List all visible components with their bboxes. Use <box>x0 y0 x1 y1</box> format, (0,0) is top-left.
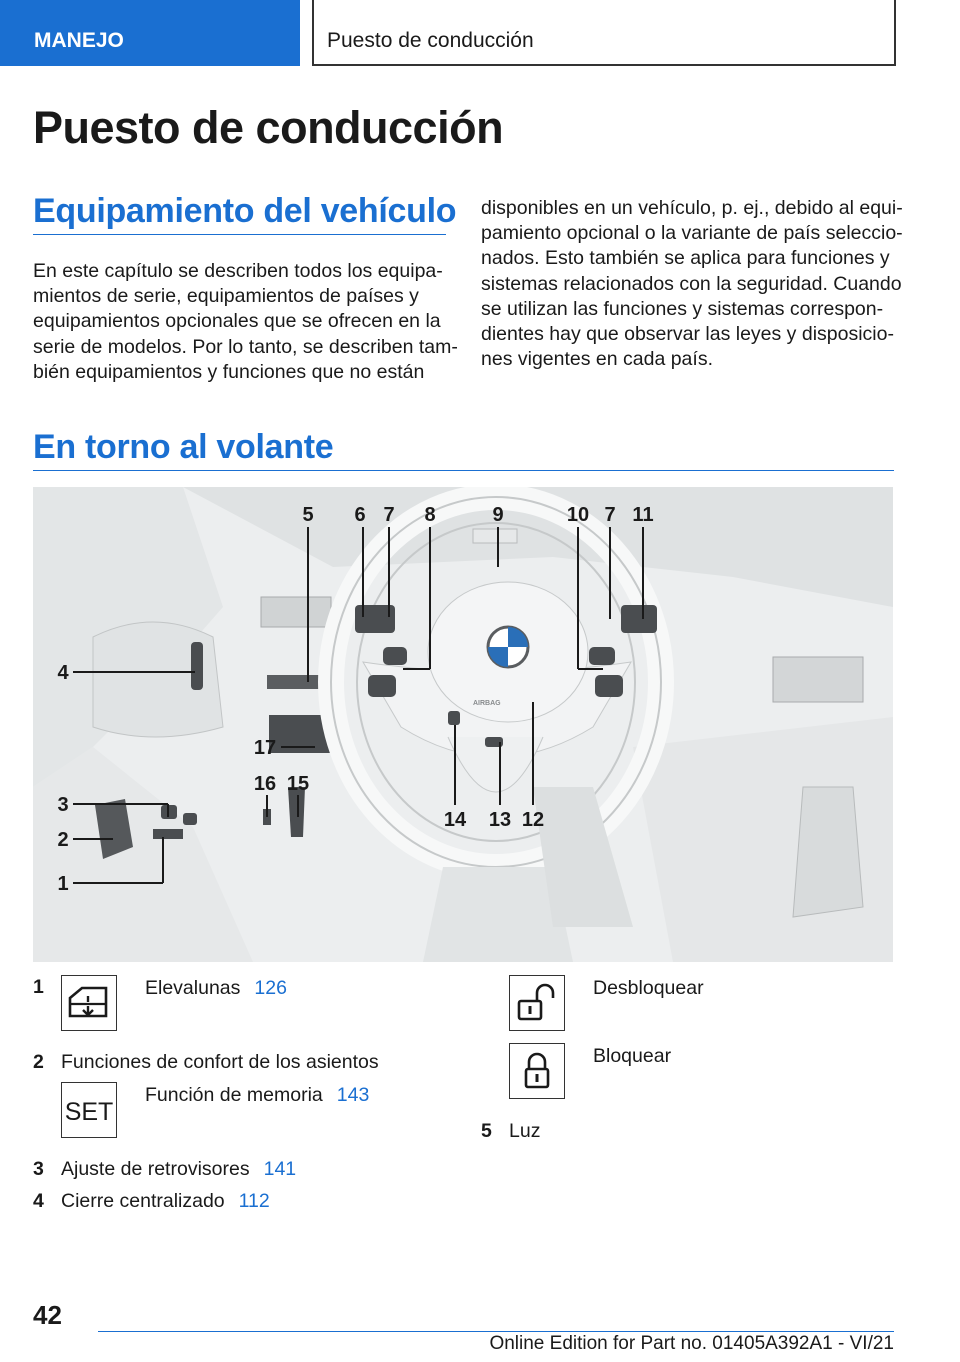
lock-icon <box>509 1043 565 1099</box>
window-lift-icon <box>61 975 117 1031</box>
callout-17: 17 <box>253 737 277 759</box>
callout-8: 8 <box>424 504 436 526</box>
cockpit-illustration <box>33 487 893 962</box>
legend-item-5: 5 Luz <box>481 1120 541 1142</box>
callout-5: 5 <box>302 504 314 526</box>
callout-1: 1 <box>57 873 69 895</box>
unlock-icon <box>509 975 565 1031</box>
callout-4: 4 <box>57 662 69 684</box>
cockpit-drawing <box>33 487 893 962</box>
callout-12: 12 <box>521 809 545 831</box>
callout-11: 11 <box>632 504 654 526</box>
callout-16: 16 <box>253 773 277 795</box>
page-ref-112[interactable]: 112 <box>238 1190 270 1212</box>
callout-3: 3 <box>57 794 69 816</box>
page-number: 42 <box>33 1300 62 1330</box>
callout-7b: 7 <box>604 504 616 526</box>
wheel-section-title: En torno al volante <box>33 428 334 466</box>
wheel-section-rule <box>33 470 894 471</box>
chapter-header: Puesto de conducción <box>312 0 896 66</box>
callout-7: 7 <box>383 504 395 526</box>
section-tab: MANEJO <box>0 0 300 66</box>
page-title: Puesto de conducción <box>33 102 504 153</box>
callout-2: 2 <box>57 829 69 851</box>
legend-item-1-label: Elevalunas 126 <box>145 977 287 999</box>
unlock-label: Desbloquear <box>593 977 704 999</box>
set-icon-text: SET <box>64 1098 114 1126</box>
equipment-section-rule <box>33 234 446 235</box>
callout-9: 9 <box>492 504 504 526</box>
legend-item-2: 2 Funciones de confort de los asientos <box>33 1051 379 1073</box>
legend-item-4: 4 Cierre centralizado 112 <box>33 1190 270 1212</box>
footer-rule <box>98 1331 894 1332</box>
callout-14: 14 <box>443 809 467 831</box>
page-ref-126[interactable]: 126 <box>254 977 287 999</box>
legend-item-3: 3 Ajuste de retrovisores 141 <box>33 1158 297 1180</box>
page-ref-141[interactable]: 141 <box>263 1158 297 1180</box>
equipment-paragraph-col2: disponibles en un vehículo, p. ej., debido al equi- pamiento opcional o la variante de país seleccio- nados. Esto también se aplica para funciones y sistemas relacionados con la seguridad. Cuando se utilizan las funciones y sistemas correspon- dientes hay que observar las leyes y disposicio- nes vigentes en cada país. <box>481 197 903 371</box>
callout-10: 10 <box>566 504 590 526</box>
footer-edition: Online Edition for Part no. 01405A392A1 - VI/21 <box>489 1333 894 1354</box>
legend-item-1: 1 <box>33 976 44 998</box>
airbag-label: AIRBAG <box>473 700 501 707</box>
equipment-section-title: Equipamiento del vehículo <box>33 192 457 230</box>
set-button-icon <box>61 1082 117 1138</box>
callout-13: 13 <box>488 809 512 831</box>
callout-6: 6 <box>354 504 366 526</box>
page-ref-143[interactable]: 143 <box>336 1084 370 1106</box>
lock-label: Bloquear <box>593 1045 672 1067</box>
callout-15: 15 <box>286 773 310 795</box>
equipment-paragraph-col1: En este capítulo se describen todos los equipa- mientos de serie, equipamientos de países y equipamientos opcionales que se ofrecen en la serie de modelos. Por lo tanto, se describen tam- bién equipamientos y funciones que no están <box>33 260 458 383</box>
memory-function-label: Función de memoria 143 <box>145 1084 370 1106</box>
